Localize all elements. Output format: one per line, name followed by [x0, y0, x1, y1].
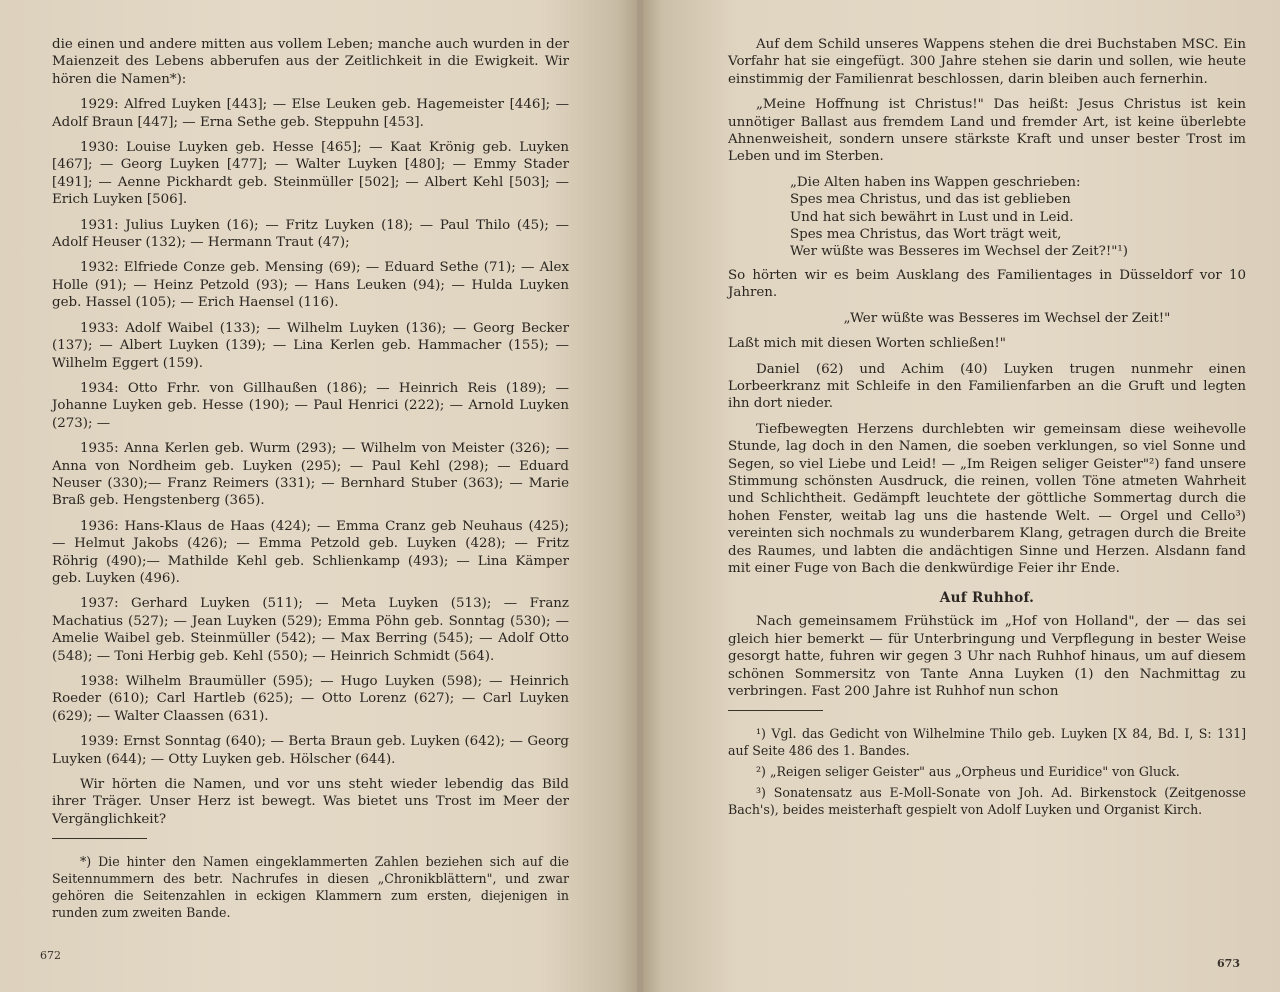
year-1936-entry: 1936: Hans-Klaus de Haas (424); — Emma Cranz geb Neuhaus (425); — Helmut Jakobs (426); — Emma Petzold geb. Luyken (428); — Fritz Röhrig (490);— Mathilde Kehl geb. Schlienkamp (493); — Lina Kämper geb. Luyken (496).	[52, 518, 569, 586]
year-1937-entry: 1937: Gerhard Luyken (511); — Meta Luyken (513); — Franz Machatius (527); — Jean Luyken (529); Emma Pöhn geb. Sonntag (530); — Amelie Waibel geb. Steinmüller (542); — Max Berring (545); — Adolf Otto (548); — Toni Herbig geb. Kehl (550); — Heinrich Schmidt (564).	[52, 596, 569, 664]
footnote-1: ¹) Vgl. das Gedicht von Wilhelmine Thilo geb. Luyken [X 84, Bd. I, S: 131] auf Seite 486 des 1. Bandes.	[728, 726, 1246, 759]
wreath-paragraph: Daniel (62) und Achim (40) Luyken trugen nunmehr einen Lorbeerkranz mit Schleife in den Familienfarben an die Gruft und legten ihn dort nieder.	[728, 361, 1246, 412]
hoffnung-paragraph: „Meine Hoffnung ist Christus!" Das heißt: Jesus Christus ist kein unnötiger Ballast aus fremdem Land und fremder Art, ist keine überlebte Ahnenweisheit, sondern unsere stärkste Kraft und unser bester Trost im Leben und im Sterben.	[728, 97, 1246, 165]
footnote-3: ³) Sonatensatz aus E-Moll-Sonate von Joh. Ad. Birkenstock (Zeitgenosse Bach's), beides meisterhaft gespielt von Adolf Luyken und Organist Kirch.	[728, 785, 1246, 818]
left-page	[0, 0, 637, 992]
poem-line: Wer wüßte was Besseres im Wechsel der Zeit?!"¹)	[790, 244, 1128, 260]
section-heading: Auf Ruhhof.	[939, 590, 1035, 607]
poem-line: Und hat sich bewährt in Lust und in Leid.	[790, 209, 1074, 225]
year-1939-entry: 1939: Ernst Sonntag (640); — Berta Braun geb. Luyken (642); — Georg Luyken (644); — Otty Luyken geb. Hölscher (644).	[52, 734, 569, 767]
quote-line: „Wer wüßte was Besseres im Wechsel der Zeit!"	[843, 310, 1171, 326]
year-1934-entry: 1934: Otto Frhr. von Gillhaußen (186); — Heinrich Reis (189); — Johanne Luyken geb. Hesse (190); — Paul Henrici (222); — Arnold Luyken (273); —	[52, 380, 569, 431]
year-1938-entry: 1938: Wilhelm Braumüller (595); — Hugo Luyken (598); — Heinrich Roeder (610); Carl Hartleb (625); — Otto Lorenz (627); — Carl Luyken (629); — Walter Claassen (631).	[52, 674, 569, 724]
right-text-column	[728, 36, 1246, 822]
left-text-column	[52, 36, 569, 925]
wappen-paragraph: Auf dem Schild unseres Wappens stehen die drei Buchstaben MSC. Ein Vorfahr hat sie eingefügt. 300 Jahre stehen sie darin und sollen, wie heute einstimmig der Familienrat beschlossen, darin bleiben auch fernerhin.	[728, 37, 1246, 87]
footnote-rule	[728, 710, 823, 711]
year-1935-entry: 1935: Anna Kerlen geb. Wurm (293); — Wilhelm von Meister (326); — Anna von Nordheim geb. Luyken (295); — Paul Kehl (298); — Eduard Neuser (330);— Franz Reimers (331); — Bernhard Stuber (363); — Marie Braß geb. Hengstenberg (365).	[52, 441, 569, 509]
year-1930-entry: 1930: Louise Luyken geb. Hesse [465]; — Kaat Krönig geb. Luyken [467]; — Georg Luyken [477]; — Walter Luyken [480]; — Emmy Stader [491]; — Aenne Pickhardt geb. Steinmüller [502]; — Albert Kehl [503]; — Erich Luyken [506].	[52, 140, 569, 208]
closing-words: Laßt mich mit diesen Worten schließen!"	[728, 336, 1006, 352]
poem-line: „Die Alten haben ins Wappen geschrieben:	[790, 174, 1081, 190]
page-number: 672	[40, 949, 61, 962]
footnote-rule	[52, 838, 147, 839]
poem	[790, 174, 1246, 261]
footnote: *) Die hinter den Namen eingeklammerten Zahlen beziehen sich auf die Seitennummern des betr. Nachrufes in diesen „Chronikblättern", und zwar gehören die Seitenzahlen in eckigen Klammern zum ersten, diejenigen in runden zum zweiten Bande.	[52, 854, 569, 921]
footnote-2: ²) „Reigen seliger Geister" aus „Orpheus und Euridice" von Gluck.	[756, 764, 1180, 780]
right-page	[643, 0, 1280, 992]
page-number: 673	[1217, 957, 1240, 970]
ruhhof-paragraph: Nach gemeinsamem Frühstück im „Hof von Holland", der — das sei gleich hier bemerkt — für Unterbringung und Verpflegung in bester Weise gesorgt hatte, fuhren wir gegen 3 Uhr nach Ruhhof hinaus, um auf diesem schönen Sommersitz von Tante Anna Luyken (1) den Nachmittag zu verbringen. Fast 200 Jahre ist Ruhhof nun schon	[728, 614, 1246, 699]
year-1932-entry: 1932: Elfriede Conze geb. Mensing (69); — Eduard Sethe (71); — Alex Holle (91); — Heinz Petzold (93); — Hans Leuken (94); — Hulda Luyken geb. Hassel (105); — Erich Haensel (116).	[52, 260, 569, 311]
year-1931-entry: 1931: Julius Luyken (16); — Fritz Luyken (18); — Paul Thilo (45); — Adolf Heuser (132); — Hermann Traut (47);	[52, 217, 569, 251]
poem-line: Spes mea Christus, und das ist geblieben	[790, 192, 1071, 208]
poem-line: Spes mea Christus, das Wort trägt weit,	[790, 227, 1062, 243]
intro-paragraph: die einen und andere mitten aus vollem Leben; manche auch wurden in der Maienzeit des Lebens abberufen aus der Zeitlichkeit in die Ewigkeit. Wir hören die Namen*):	[52, 37, 569, 87]
year-1933-entry: 1933: Adolf Waibel (133); — Wilhelm Luyken (136); — Georg Becker (137); — Albert Luyken (139); — Lina Kerlen geb. Hammacher (155); — Wilhelm Eggert (159).	[52, 320, 569, 371]
year-1929-entry: 1929: Alfred Luyken [443]; — Else Leuken geb. Hagemeister [446]; — Adolf Braun [447]; — Erna Sethe geb. Steppuhn [453].	[52, 97, 569, 130]
duesseldorf-paragraph: So hörten wir es beim Ausklang des Familientages in Düsseldorf vor 10 Jahren.	[728, 267, 1246, 301]
closing-paragraph: Wir hörten die Namen, und vor uns steht wieder lebendig das Bild ihrer Träger. Unser Herz ist bewegt. Was bietet uns Trost im Meer der Vergänglichkeit?	[52, 777, 569, 827]
ceremony-paragraph: Tiefbewegten Herzens durchlebten wir gemeinsam diese weihevolle Stunde, lag doch in den Namen, die soeben verklungen, so viel Sonne und Segen, so viel Liebe und Leid! — „Im Reigen seliger Geister"²) fand unsere Stimmung schönsten Ausdruck, die reinen, vollen Töne atmeten Wahrheit und Schlichtheit. Gedämpft leuchtete der göttliche Sommertag durch die hohen Fenster, weitab lag uns die hastende Welt. — Orgel und Cello³) vereinten sich nochmals zu wunderbarem Klang, getragen durch die Breite des Raumes, und labten die andächtigen Sinne und Herzen. Alsdann fand mit einer Fuge von Bach die denkwürdige Feier ihr Ende.	[728, 421, 1246, 576]
